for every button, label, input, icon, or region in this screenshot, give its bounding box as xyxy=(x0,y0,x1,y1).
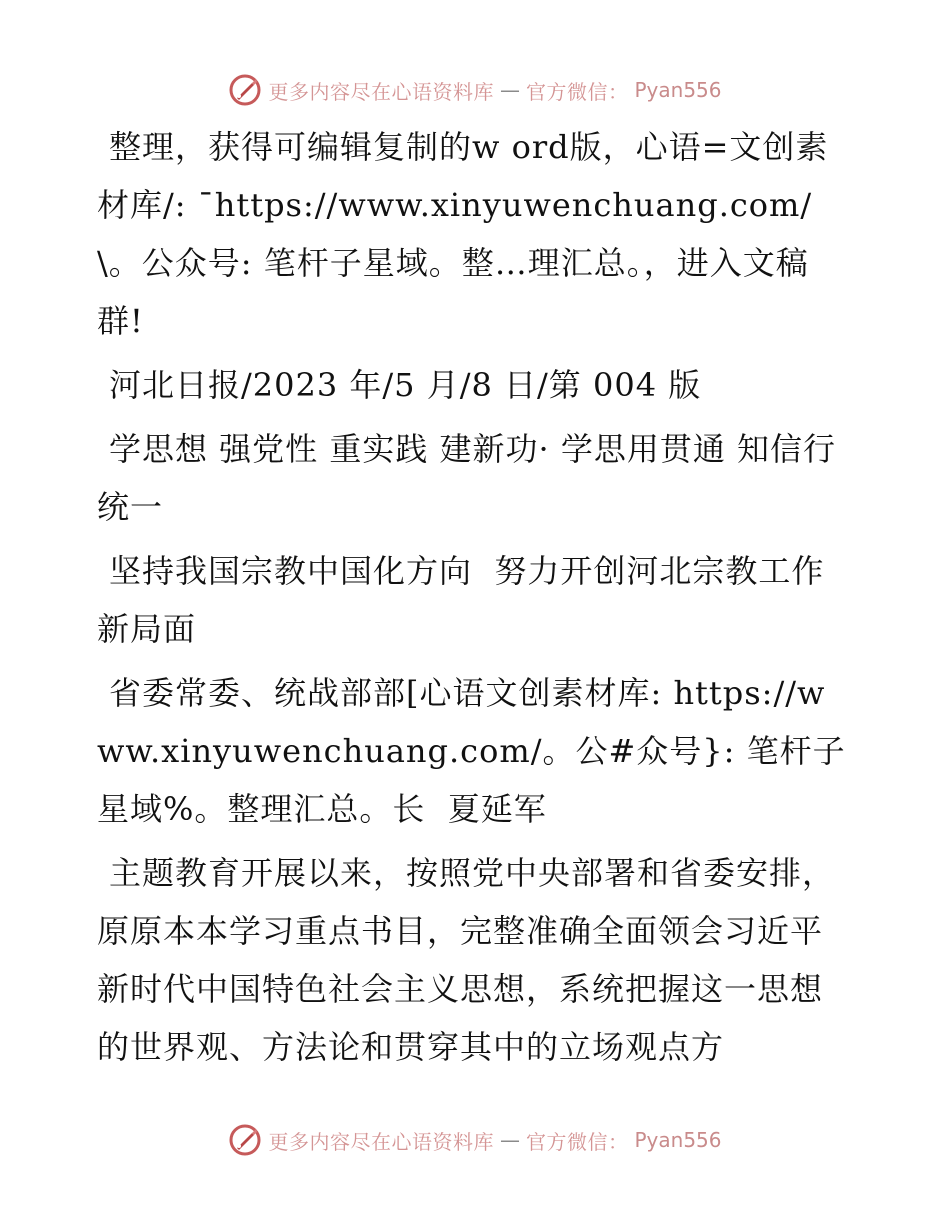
document-body xyxy=(97,118,852,1076)
quill-pen-icon xyxy=(228,73,262,107)
watermark-dash: — xyxy=(499,1128,520,1152)
watermark-dash: — xyxy=(499,78,520,102)
paragraph-source: 河北日报/2023 年/5 月/8 日/第 004 版 xyxy=(109,366,702,404)
paragraph-author: 省委常委、统战部部[心语文创素材库: https://www.xinyuwenchuang.com/。公#众号}: 笔杆子星域%。整理汇总。长 夏延军 xyxy=(97,674,846,828)
header-watermark xyxy=(0,70,950,110)
footer-watermark xyxy=(0,1120,950,1160)
watermark-text: 更多内容尽在心语资料库 xyxy=(268,79,494,104)
watermark-wechat-id: Pyan556 xyxy=(634,1128,722,1152)
quill-pen-icon xyxy=(228,1123,262,1157)
paragraph-intro: 整理，获得可编辑复制的w ord版，心语=文创素材库/: ¯https://www.xinyuwenchuang.com/\。公众号: 笔杆子星域。整…理汇总。，进入文稿群! xyxy=(97,128,829,340)
paragraph-article-title: 坚持我国宗教中国化方向 努力开创河北宗教工作新局面 xyxy=(97,552,825,648)
paragraph-column-title: 学思想 强党性 重实践 建新功· 学思用贯通 知信行统一 xyxy=(97,430,837,526)
watermark-wechat-label: 官方微信： xyxy=(525,79,629,104)
watermark-wechat-id: Pyan556 xyxy=(634,78,722,102)
watermark-text: 更多内容尽在心语资料库 xyxy=(268,1129,494,1154)
paragraph-body: 主题教育开展以来，按照党中央部署和省委安排，原原本本学习重点书目，完整准确全面领会习近平新时代中国特色社会主义思想，系统把握这一思想的世界观、方法论和贯穿其中的立场观点方 xyxy=(97,854,836,1066)
watermark-wechat-label: 官方微信： xyxy=(525,1129,629,1154)
